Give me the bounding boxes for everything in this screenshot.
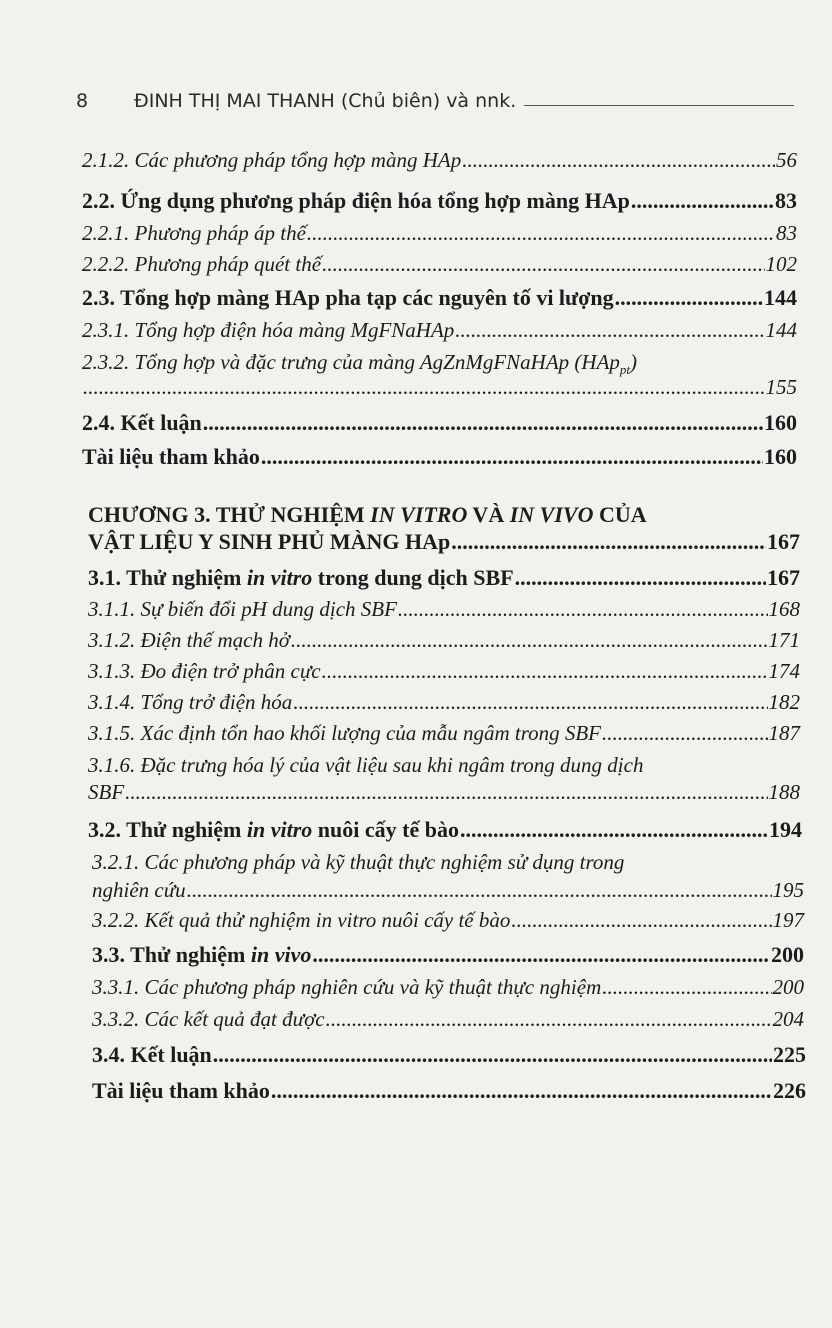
toc-entry-page: 194 [769,817,802,842]
toc-entry-page: 182 [768,690,800,714]
toc-entry-title: 2.4. Kết luận [82,410,202,435]
chapter-title-italic: IN VITRO [370,502,468,527]
toc-entry-title-cont: SBF [88,780,125,804]
toc-entry [88,687,800,717]
chapter-title-part: VÀ [467,502,510,527]
subscript: pt [619,362,631,378]
leader-dots [326,1004,772,1034]
toc-entry-page: 155 [765,375,797,399]
chapter-title [88,500,798,530]
toc-entry [82,249,797,279]
toc-entry-title: 2.1.2. Các phương pháp tổng hợp màng HAp [82,148,462,172]
leader-dots [322,249,764,279]
toc-entry-title-cont: nghiên cứu [92,878,186,902]
toc-entry [92,972,804,1002]
toc-entry-page: 144 [765,318,797,342]
toc-entry-page: 167 [767,565,800,590]
leader-dots [312,940,770,970]
leader-dots [83,372,765,402]
leader-dots [462,145,775,175]
toc-entry-line2 [82,372,797,402]
toc-entry-page: 160 [764,410,797,435]
toc-entry [88,625,800,655]
leader-dots [515,563,766,593]
leader-dots [293,687,767,717]
toc-entry-page: 167 [767,529,800,554]
toc-entry [82,442,797,472]
leader-dots [451,527,766,557]
toc-entry-page: 56 [776,148,797,172]
leader-dots [511,905,771,935]
toc-entry [82,186,797,216]
toc-entry-title: Tài liệu tham khảo [82,444,260,469]
leader-dots [203,408,763,438]
leader-dots [187,875,772,905]
toc-entry-title: 2.3.1. Tổng hợp điện hóa màng MgFNaHAp [82,318,455,342]
toc-entry-page: 226 [773,1078,806,1103]
toc-entry-title: VẬT LIỆU Y SINH PHỦ MÀNG HAp [88,529,451,554]
toc-entry-title: 2.2.1. Phương pháp áp thế [82,221,306,245]
toc-entry [92,905,804,935]
toc-entry-page: 204 [772,1007,804,1031]
toc-entry-title-text: 2.3.2. Tổng hợp và đặc trưng của màng AgZnMgFNaHAp (HAp [82,350,620,374]
toc-entry [92,1040,806,1070]
leader-dots [125,777,767,807]
leader-dots [455,315,764,345]
toc-entry [82,315,797,345]
leader-dots [615,283,763,313]
title-part: 3.2. Thử nghiệm [88,817,247,842]
chapter-title-part: CỦA [593,502,647,527]
leader-dots [631,186,774,216]
toc-entry-page: 174 [768,659,800,683]
page-number: 8 [76,90,89,112]
toc-entry-title: 2.2.2. Phương pháp quét thế [82,252,322,276]
toc-entry-title: 3.1.6. Đặc trưng hóa lý của vật liệu sau khi ngâm trong dung dịch [88,753,644,777]
toc-entry-page: 102 [765,252,797,276]
toc-entry-title: 2.3. Tổng hợp màng HAp pha tạp các nguyên tố vi lượng [82,285,614,310]
toc-entry-line2 [92,875,804,905]
toc-entry-line1 [92,847,804,877]
toc-entry [92,1004,804,1034]
title-part: 3.3. Thử nghiệm [92,942,251,967]
toc-entry [82,145,797,175]
toc-entry-page: 83 [775,188,797,213]
toc-entry-title: 3.1.3. Đo điện trở phân cực [88,659,321,683]
toc-entry-title: 3.1.1. Sự biến đổi pH dung dịch SBF [88,597,397,621]
toc-entry-page: 160 [764,444,797,469]
toc-entry [82,408,797,438]
toc-entry [88,594,800,624]
chapter-title-line2 [88,527,800,557]
title-italic: in vitro [246,565,313,590]
toc-entry-title-end: ) [630,350,638,374]
leader-dots [307,218,775,248]
toc-entry-page: 168 [768,597,800,621]
toc-entry-title: 3.1.2. Điện thế mạch hở [88,628,290,652]
toc-entry-page: 225 [773,1042,806,1067]
toc-entry-title: 3.4. Kết luận [92,1042,212,1067]
toc-entry [92,1076,806,1106]
leader-dots [291,625,768,655]
toc-entry-page: 200 [772,975,804,999]
title-part: trong dung dịch SBF [312,565,514,590]
toc-entry-title: 3.2.1. Các phương pháp và kỹ thuật thực nghiệm sử dụng trong [92,850,625,874]
toc-entry-title: 3.1.5. Xác định tổn hao khối lượng của mẫu ngâm trong SBF [88,721,602,745]
leader-dots [398,594,768,624]
toc-entry-title: 3.1.4. Tổng trở điện hóa [88,690,293,714]
chapter-title-part: CHƯƠNG 3. THỬ NGHIỆM [88,502,371,527]
toc-entry-page: 171 [768,628,800,652]
toc-entry [88,656,800,686]
toc-entry-page: 83 [776,221,797,245]
chapter-title-italic: IN VIVO [509,502,594,527]
title-italic: in vitro [246,817,313,842]
toc-entry-title: 3.3.2. Các kết quả đạt được [92,1007,325,1031]
leader-dots [602,718,767,748]
leader-dots [261,442,763,472]
toc-entry-title: 3.2.2. Kết quả thử nghiệm in vitro nuôi cấy tế bào [92,908,511,932]
title-italic: in vivo [250,942,312,967]
toc-entry-line1 [88,750,800,780]
toc-entry-page: 195 [772,878,804,902]
leader-dots [322,656,768,686]
toc-entry-title [92,940,311,970]
toc-entry-title: 2.2. Ứng dụng phương pháp điện hóa tổng hợp màng HAp [82,188,630,213]
toc-entry [82,283,797,313]
toc-entry-page: 197 [772,908,804,932]
leader-dots [213,1040,772,1070]
toc-entry [88,718,800,748]
toc-entry-line2 [88,777,800,807]
title-part: 3.1. Thử nghiệm [88,565,247,590]
toc-entry-page: 188 [768,780,800,804]
toc-entry [92,940,804,970]
toc-entry-title [88,815,459,845]
leader-dots [460,815,768,845]
title-part: nuôi cấy tế bào [312,817,459,842]
toc-entry [88,563,800,593]
toc-entry-page: 144 [764,285,797,310]
running-title: ĐINH THỊ MAI THANH (Chủ biên) và nnk. [134,90,517,112]
toc-entry-page: 187 [768,721,800,745]
toc-entry-title: Tài liệu tham khảo [92,1078,270,1103]
toc-entry [88,815,802,845]
leader-dots [271,1076,772,1106]
leader-dots [602,972,771,1002]
toc-entry [82,218,797,248]
toc-entry-title: 3.3.1. Các phương pháp nghiên cứu và kỹ thuật thực nghiệm [92,975,602,999]
toc-entry-page: 200 [771,942,804,967]
toc-entry-title [88,563,514,593]
